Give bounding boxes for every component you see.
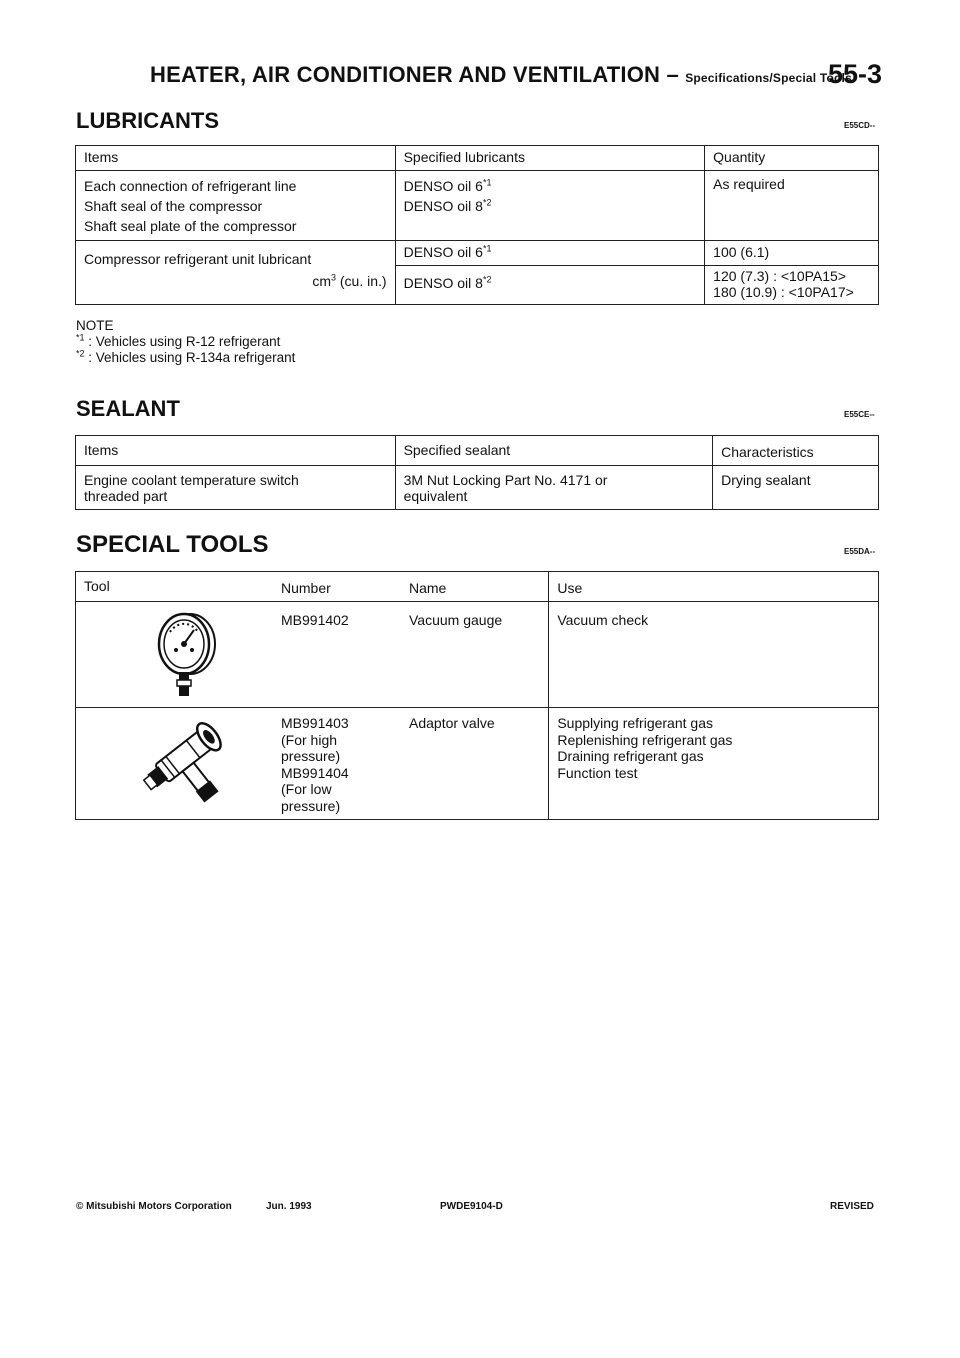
sealant-code: E55CE-- (844, 410, 875, 419)
lubricants-code: E55CD-- (844, 121, 876, 130)
table-header-row (76, 146, 879, 171)
list-item: Each connection of refrigerant line (84, 178, 297, 194)
oil-name: DENSO oil 8 (403, 198, 483, 214)
footer-doc-id: PWDE9104-D (440, 1201, 503, 1212)
quantity-line: 120 (7.3) : <10PA15> (713, 268, 846, 284)
table-row (76, 466, 879, 510)
col-specified-sealant: Specified sealant (403, 442, 511, 458)
note-label: NOTE (76, 318, 114, 333)
spec-line: equivalent (403, 488, 468, 504)
footnote-marker: *2 (76, 348, 85, 359)
footnote-ref: *1 (482, 243, 492, 254)
table-row (76, 708, 879, 820)
special-tools-heading: SPECIAL TOOLS (76, 531, 269, 558)
table-row (76, 602, 879, 708)
number-line: pressure) (281, 797, 341, 814)
tool-use (549, 708, 878, 785)
spec-line: 3M Nut Locking Part No. 4171 or (403, 472, 608, 488)
vacuum-gauge-icon (134, 606, 224, 704)
header-subtitle: Specifications/Special Tools (685, 71, 852, 85)
table-row (76, 171, 879, 241)
list-item: Shaft seal plate of the compressor (84, 218, 297, 234)
list-item: Shaft seal of the compressor (84, 198, 263, 214)
col-name: Name (409, 580, 447, 596)
use-line: Replenishing refrigerant gas (557, 731, 733, 748)
col-quantity: Quantity (713, 149, 766, 165)
row1-lubricants (396, 171, 705, 220)
col-items: Items (84, 149, 119, 165)
sealant-heading: SEALANT (76, 396, 180, 421)
sealant-item (76, 466, 395, 508)
number-line: (For high (281, 731, 338, 748)
note-block (76, 318, 295, 366)
number-line: (For low (281, 781, 332, 797)
row1-items (76, 171, 395, 240)
special-tools-table (75, 571, 879, 820)
unit-text: cm (312, 273, 331, 289)
oil-name: DENSO oil 6 (403, 244, 483, 260)
tool-use: Vacuum check (557, 612, 649, 628)
adaptor-valve-icon (138, 714, 238, 810)
use-line: Draining refrigerant gas (557, 748, 704, 764)
item-line: Engine coolant temperature switch (84, 472, 299, 488)
footnote-marker: *1 (76, 332, 85, 343)
item-line: threaded part (84, 488, 168, 504)
page-number: 55-3 (827, 59, 882, 89)
col-specified-lubricants: Specified lubricants (403, 149, 525, 165)
unit-text: (cu. in.) (336, 273, 387, 289)
footnote-text: : Vehicles using R-134a refrigerant (84, 350, 296, 365)
table-header-row (76, 572, 879, 602)
header-dash: – (666, 62, 679, 87)
special-tools-code: E55DA-- (844, 547, 876, 556)
number-line: MB991404 (281, 764, 349, 781)
row2-item: Compressor refrigerant unit lubricant (84, 251, 312, 267)
footer-copyright: © Mitsubishi Motors Corporation (76, 1201, 232, 1212)
use-line: Function test (557, 764, 638, 781)
footnote-ref: *2 (482, 274, 492, 285)
unit-superscript: 3 (330, 272, 336, 283)
oil-name: DENSO oil 8 (403, 275, 483, 291)
footnote-ref: *2 (482, 197, 492, 208)
number-line: MB991403 (281, 715, 349, 731)
page-header-title (150, 62, 852, 88)
col-characteristics: Characteristics (721, 444, 814, 460)
header-title: HEATER, AIR CONDITIONER AND VENTILATION (150, 62, 661, 87)
tool-name: Vacuum gauge (409, 612, 503, 628)
tool-number (281, 715, 349, 814)
row2-unit (312, 273, 386, 289)
row1-quantity: As required (713, 176, 785, 192)
sealant-spec (396, 466, 713, 508)
footer-status: REVISED (830, 1201, 874, 1212)
col-items: Items (84, 442, 119, 458)
lubricants-table (75, 145, 879, 305)
use-line: Supplying refrigerant gas (557, 715, 713, 731)
table-header-row (76, 436, 879, 466)
col-use: Use (557, 580, 583, 596)
lubricants-heading: LUBRICANTS (76, 108, 219, 133)
sealant-table (75, 435, 879, 510)
sealant-characteristics: Drying sealant (721, 472, 811, 488)
tool-name: Adaptor valve (409, 715, 495, 731)
table-row (76, 241, 879, 266)
footnote-text: : Vehicles using R-12 refrigerant (84, 334, 281, 349)
tool-number: MB991402 (281, 612, 349, 628)
col-number: Number (281, 580, 331, 596)
oil-name: DENSO oil 6 (403, 178, 483, 194)
number-line: pressure) (281, 748, 341, 764)
row2-quantity-2 (705, 266, 878, 304)
quantity-line: 180 (10.9) : <10PA17> (713, 284, 854, 300)
row2-quantity-1: 100 (6.1) (713, 244, 770, 260)
footnote-ref: *1 (482, 177, 492, 188)
col-tool: Tool (84, 578, 110, 594)
footer-date: Jun. 1993 (266, 1201, 312, 1212)
